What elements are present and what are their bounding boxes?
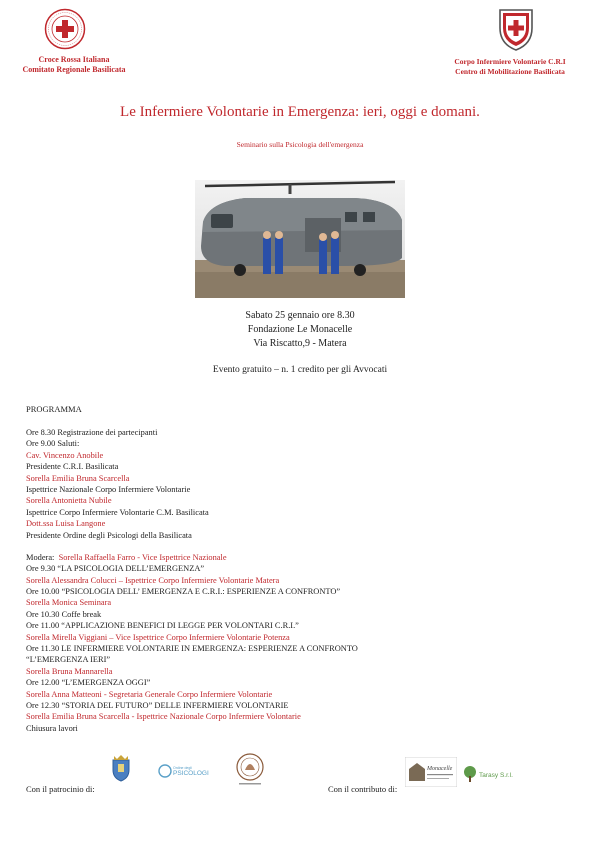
programma-line (26, 620, 586, 631)
event-venue: Fondazione Le Monacelle (247, 324, 353, 335)
patrocinio-label: Con il patrocinio di: (26, 784, 95, 794)
event-address: Via Riscatto,9 - Matera (253, 338, 347, 349)
programma-line (26, 563, 586, 574)
le-monacelle-logo-icon (405, 757, 457, 792)
programma-line: Dott.ssa Luisa Langone (26, 519, 106, 529)
programma-line (26, 666, 586, 677)
programma-line-text: Ore 12.30 “STORIA DEL FUTURO” DELLE INFERMIERE VOLONTARIE (26, 700, 289, 710)
left-organization-name (14, 55, 134, 75)
programma-line-text: Chiusura lavori (26, 723, 78, 733)
programma-list (26, 427, 586, 734)
programma-line-text: “L’EMERGENZA IERI” (26, 655, 111, 665)
programma-line-prefix: Modera: (26, 552, 59, 562)
programma-line (26, 654, 586, 665)
left-org-line2: Comitato Regionale Basilicata (22, 65, 126, 74)
document-subtitle: Seminario sulla Psicologia dell'emergenza (236, 140, 364, 149)
monacelle-logo-text: Monacelle (427, 766, 453, 772)
programma-line: Presidente Ordine degli Psicologi della Basilicata (26, 530, 192, 540)
programma-line (26, 597, 586, 608)
programma-line-text: Sorella Alessandra Colucci – Ispettrice Corpo Infermiere Volontarie Matera (26, 575, 280, 585)
programma-line (26, 575, 586, 586)
right-org-line2: Centro di Mobilitazione Basilicata (455, 67, 565, 76)
programma-line-text: Sorella Emilia Bruna Scarcella - Ispettrice Nazionale Corpo Infermiere Volontarie (26, 712, 301, 722)
programma-line: Sorella Antonietta Nubile (26, 496, 112, 506)
programma-line: Ispettrice Corpo Infermiere Volontarie C.M. Basilicata (26, 507, 209, 517)
programma-line (26, 723, 586, 734)
programma-line (26, 711, 586, 722)
programma-line-text: Ore 12.00 “L’EMERGENZA OGGI” (26, 678, 151, 688)
programma-line-text: Ore 10.00 “PSICOLOGIA DELL’ EMERGENZA E C.R.I.: ESPERIENZE A CONFRONTO” (26, 587, 341, 597)
programma-line: Ore 8.30 Registrazione dei partecipanti (26, 428, 158, 437)
psicologi-logo-text: PSICOLOGI (173, 770, 209, 777)
comune-crest-icon (110, 754, 132, 787)
contributo-label: Con il contributo di: (328, 784, 398, 794)
ordine-avvocati-seal-icon (233, 752, 267, 793)
programma-line-text: Ore 11.00 “APPLICAZIONE BENEFICI DI LEGGE PER VOLONTARI C.R.I.” (26, 621, 299, 631)
programma-line (26, 632, 586, 643)
programma-line (26, 552, 586, 563)
right-organization-name (440, 57, 580, 77)
programma-line: Ispettrice Nazionale Corpo Infermiere Volontarie (26, 484, 191, 494)
programma-line-text: Ore 11.30 LE INFERMIERE VOLONTARIE IN EMERGENZA: ESPERIENZE A CONFRONTO (26, 644, 358, 654)
sponsor-last-text: Tarasy S.r.l. (479, 772, 513, 779)
programma-block-saluti (26, 427, 586, 541)
cri-seal-icon (44, 8, 86, 50)
programma-line-text: Ore 10.30 Coffe break (26, 609, 102, 619)
document-title: Le Infermiere Volontarie in Emergenza: ieri, oggi e domani. (120, 104, 480, 120)
civ-shield-icon (497, 6, 535, 52)
programma-line (26, 689, 586, 700)
programma-line (26, 700, 586, 711)
right-org-line1: Corpo Infermiere Volontarie C.R.I (454, 57, 566, 66)
psicologi-logo-icon (158, 762, 210, 785)
programma-line-text: Sorella Monica Seminara (26, 598, 112, 608)
programma-block-interventi (26, 552, 586, 734)
programma-line: Ore 9.00 Saluti: (26, 439, 80, 449)
helicopter-photo (195, 180, 405, 298)
left-org-line1: Croce Rossa Italiana (38, 55, 110, 64)
programma-line (26, 609, 586, 620)
event-date: Sabato 25 gennaio ore 8.30 (245, 310, 355, 321)
programma-line: Cav. Vincenzo Anobile (26, 450, 104, 460)
svg-text:Ordine degli: Ordine degli (173, 766, 192, 770)
programma-line: Sorella Emilia Bruna Scarcella (26, 473, 130, 483)
programma-line-text: Sorella Mirella Viggiani – Vice Ispettrice Corpo Infermiere Volontarie Potenza (26, 632, 290, 642)
tree-logo-icon (462, 765, 518, 788)
programma-line (26, 677, 586, 688)
programma-line (26, 643, 586, 654)
programma-line-text: Ore 9.30 “LA PSICOLOGIA DELL’EMERGENZA” (26, 564, 205, 574)
programma-line-text: Sorella Anna Matteoni - Segretaria Generale Corpo Infermiere Volontarie (26, 689, 273, 699)
programma-line: Presidente C.R.I. Basilicata (26, 462, 119, 472)
event-credit-note: Evento gratuito – n. 1 credito per gli Avvocati (212, 365, 388, 375)
programma-line-text: Sorella Raffaella Farro - Vice Ispettrice Nazionale (58, 552, 227, 562)
programma-heading: PROGRAMMA (26, 404, 82, 414)
programma-line-text: Sorella Bruna Mannarella (26, 666, 113, 676)
programma-line (26, 586, 586, 597)
